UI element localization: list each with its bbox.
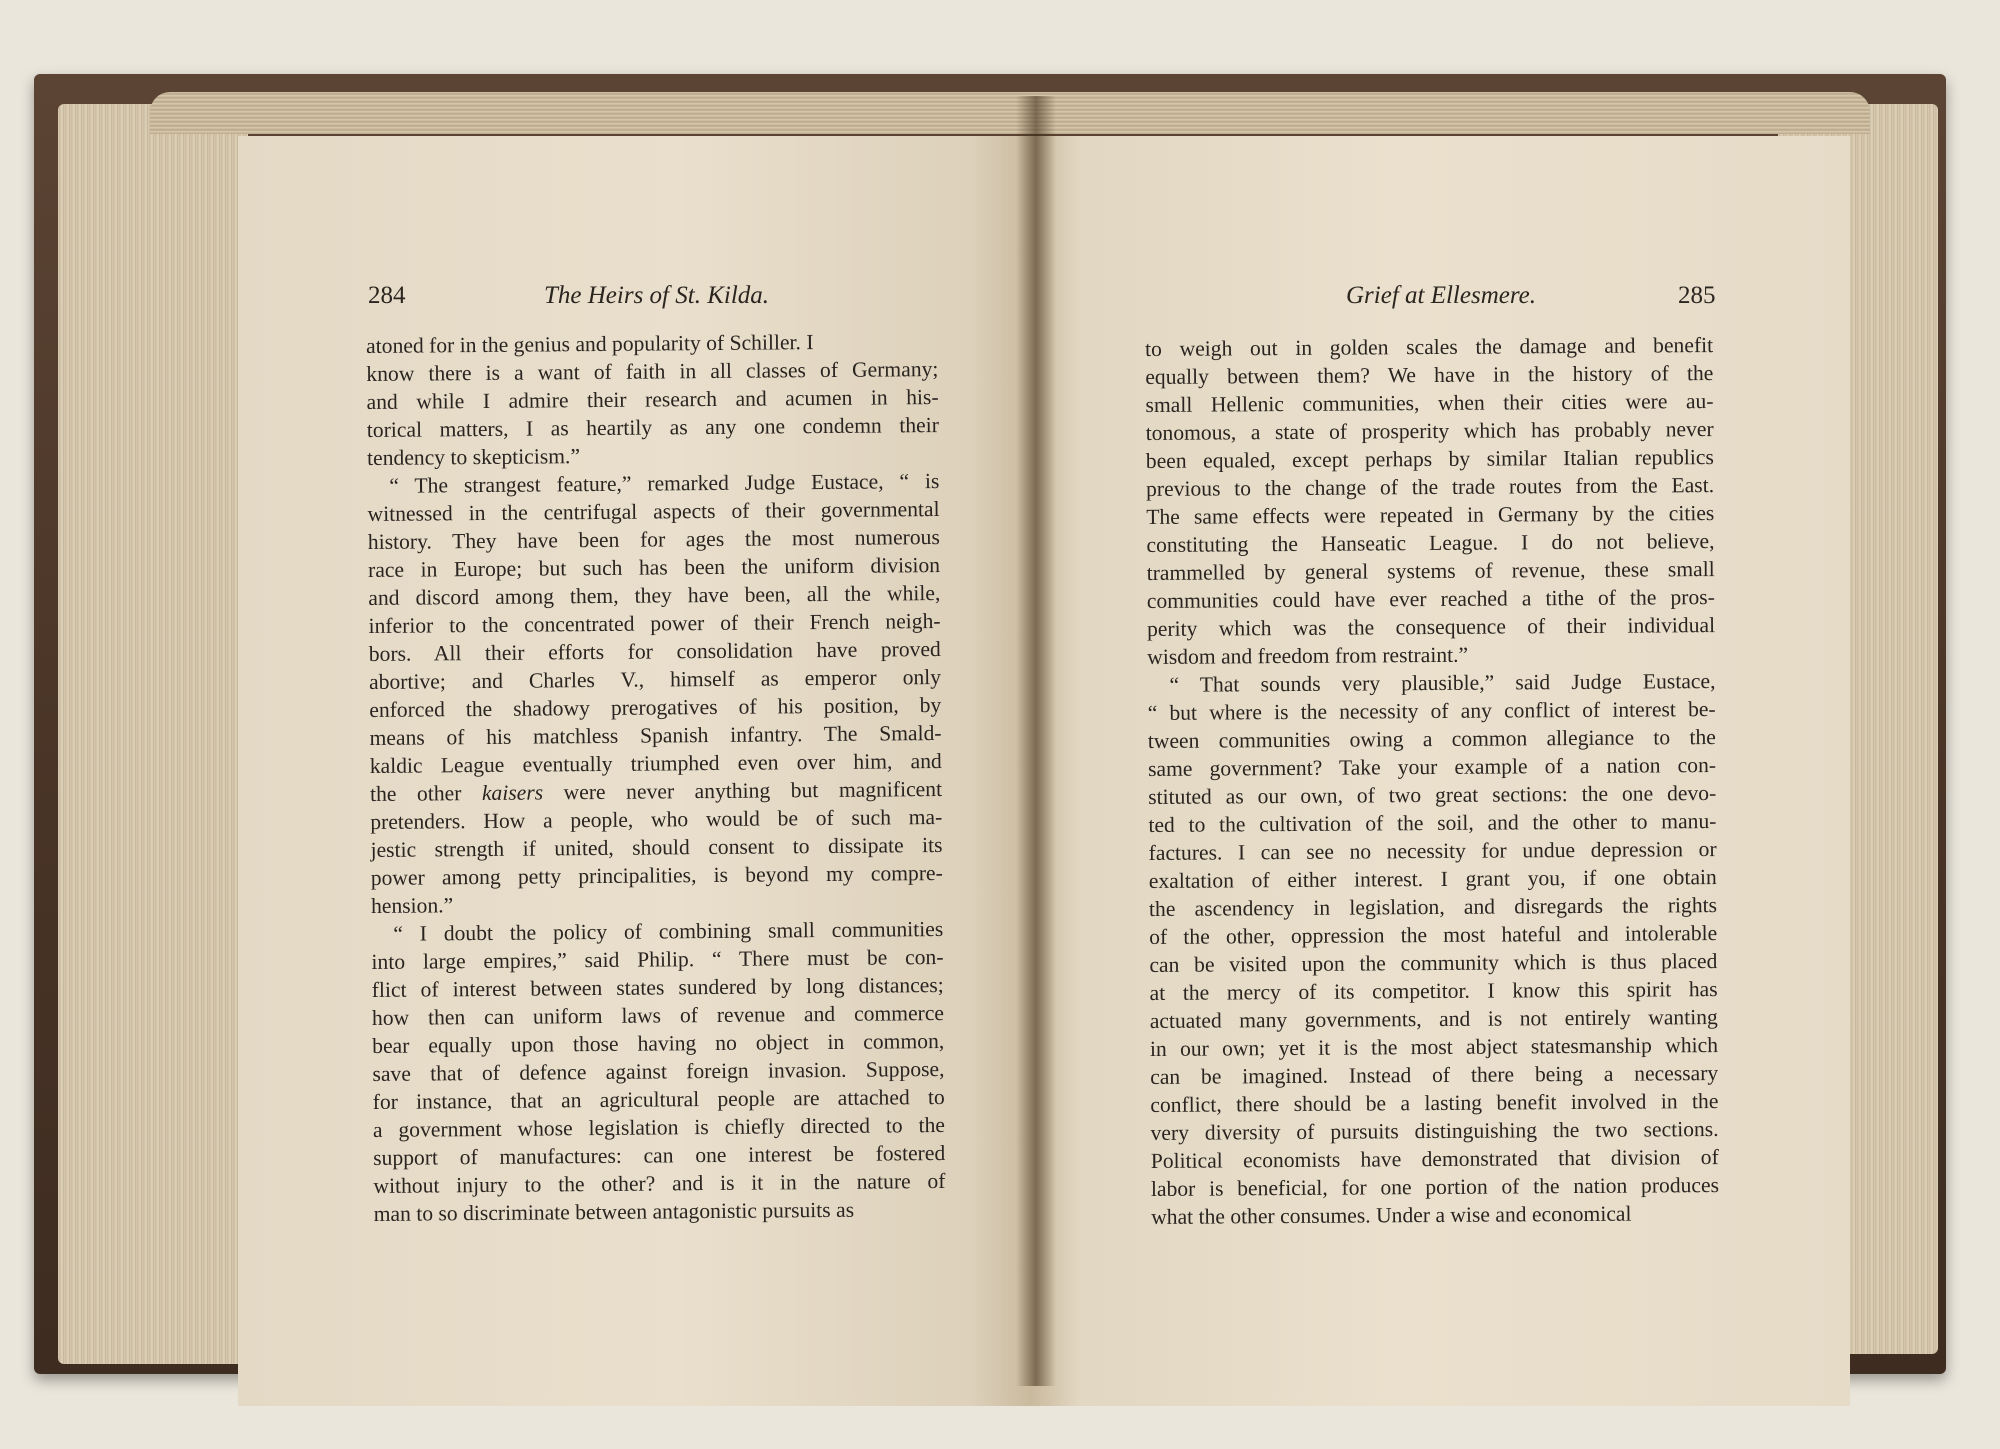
text-line: equally between them? We have in the history of the	[1145, 361, 1714, 389]
text-line: abortive; and Charles V., himself as emperor only	[368, 664, 942, 694]
text-line: enforced the shadowy prerogatives of his position, by	[369, 692, 942, 722]
left-running-head	[368, 282, 928, 322]
text-line: flict of interest between states sundered by long distances;	[371, 972, 944, 1002]
text-line: into large empires,” said Philip. “ There must be con-	[371, 944, 944, 974]
text-line: Political economists have demonstrated that division of	[1150, 1145, 1719, 1173]
left-body-text	[366, 327, 946, 1228]
text-line: a government whose legislation is chiefly directed to the	[372, 1112, 946, 1142]
text-line: can be visited upon the community which is thus placed	[1149, 949, 1718, 977]
text-line: bear equally upon those having no object in common,	[372, 1028, 945, 1058]
text-line: inferior to the concentrated power of their French neigh-	[368, 608, 941, 638]
text-line: support of manufactures: can one interest be fostered	[373, 1140, 946, 1170]
text-line: torical matters, I as heartily as any one condemn their	[366, 413, 939, 442]
text-line: previous to the change of the trade routes from the East.	[1145, 473, 1715, 501]
text-line: and discord among them, they have been, all the while,	[368, 580, 941, 610]
text-line: for instance, that an agricultural people are attached to	[372, 1084, 945, 1114]
text-line: save that of defence against foreign invasion. Suppose,	[372, 1056, 945, 1086]
right-running-head	[1346, 282, 1716, 322]
text-line: the ascendency in legislation, and disregards the rights	[1148, 893, 1718, 921]
text-line: at the mercy of its competitor. I know this spirit has	[1149, 977, 1718, 1005]
text-line: “ but where is the necessity of any conflict of interest be-	[1147, 697, 1716, 725]
text-line: conflict, there should be a lasting benefit involved in the	[1150, 1089, 1719, 1117]
text-line: communities could have ever reached a tithe of the pros-	[1146, 585, 1715, 613]
text-line: kaldic League eventually triumphed even over him, and	[369, 748, 942, 778]
text-line: exaltation of either interest. I grant you, if one obtain	[1148, 865, 1717, 893]
text-line: without injury to the other? and is it in the nature of	[373, 1168, 946, 1198]
left-page-edges	[58, 104, 248, 1364]
text-line: know there is a want of faith in all classes of Germany;	[366, 357, 939, 386]
text-line: bors. All their efforts for consolidation have proved	[368, 636, 941, 666]
text-line: what the other consumes. Under a wise and economical	[1151, 1201, 1632, 1229]
book-gutter	[1016, 96, 1056, 1386]
text-line: to weigh out in golden scales the damage and benefit	[1145, 333, 1714, 361]
right-running-title: Grief at Ellesmere.	[1346, 282, 1537, 309]
right-page-number: 285	[1678, 282, 1716, 309]
text-line: perity which was the consequence of their individual	[1146, 613, 1716, 641]
text-line: same government? Take your example of a nation con-	[1147, 753, 1717, 781]
left-running-title: The Heirs of St. Kilda.	[544, 282, 770, 309]
top-page-edges	[150, 92, 1870, 134]
text-line: constituting the Hanseatic League. I do not believe,	[1146, 529, 1715, 557]
text-line: The same effects were repeated in Germany by the cities	[1146, 501, 1715, 529]
text-line: “ That sounds very plausible,” said Judge Eustace,	[1169, 669, 1716, 697]
text-line: small Hellenic communities, when their cities were au-	[1145, 389, 1714, 417]
text-line: ted to the cultivation of the soil, and the other to manu-	[1148, 809, 1717, 837]
text-line: atoned for in the genius and popularity of Schiller. I	[366, 330, 814, 358]
text-line: tween communities owing a common allegiance to the	[1147, 725, 1716, 753]
text-line: pretenders. How a people, who would be of such ma-	[370, 804, 943, 834]
text-line: means of his matchless Spanish infantry. The Smald-	[369, 720, 942, 750]
text-line: power among petty principalities, is beyond my compre-	[370, 860, 943, 890]
text-line: “ The strangest feature,” remarked Judge Eustace, “ is	[389, 469, 940, 498]
text-line: wisdom and freedom from restraint.”	[1147, 642, 1469, 669]
text-line: the other kaisers were never anything but magnificent	[369, 776, 943, 806]
right-body-text	[1145, 331, 1719, 1231]
text-line: tonomous, a state of prosperity which has probably never	[1145, 417, 1714, 445]
text-line: been equaled, except perhaps by similar Italian republics	[1145, 445, 1714, 473]
text-line: jestic strength if united, should consent to dissipate its	[370, 832, 943, 862]
text-line: witnessed in the centrifugal aspects of their governmental	[367, 497, 940, 526]
text-line: can be imagined. Instead of there being a necessary	[1150, 1061, 1719, 1089]
text-line: how then can uniform laws of revenue and commerce	[371, 1000, 945, 1030]
text-line: history. They have been for ages the most numerous	[367, 525, 940, 554]
text-line: race in Europe; but such has been the uniform division	[367, 552, 941, 582]
text-line: stituted as our own, of two great sections: the one devo-	[1148, 781, 1717, 809]
text-line: trammelled by general systems of revenue, these small	[1146, 557, 1715, 585]
text-line: “ I doubt the policy of combining small communities	[393, 916, 944, 946]
text-line: actuated many governments, and is not entirely wanting	[1149, 1005, 1718, 1033]
text-line: very diversity of pursuits distinguishing the two sections.	[1150, 1117, 1719, 1145]
text-line: labor is beneficial, for one portion of the nation produces	[1150, 1173, 1720, 1201]
text-line: and while I admire their research and acumen in his-	[366, 385, 939, 414]
text-line: tendency to skepticism.”	[366, 444, 581, 470]
text-line: man to so discriminate between antagonistic pursuits as	[373, 1197, 855, 1226]
text-line: of the other, oppression the most hateful and intolerable	[1149, 921, 1718, 949]
left-page-number: 284	[368, 282, 406, 309]
text-line: hension.”	[370, 893, 454, 918]
text-line: in our own; yet it is the most abject statesmanship which	[1149, 1033, 1719, 1061]
text-line: factures. I can see no necessity for undue depression or	[1148, 837, 1717, 865]
